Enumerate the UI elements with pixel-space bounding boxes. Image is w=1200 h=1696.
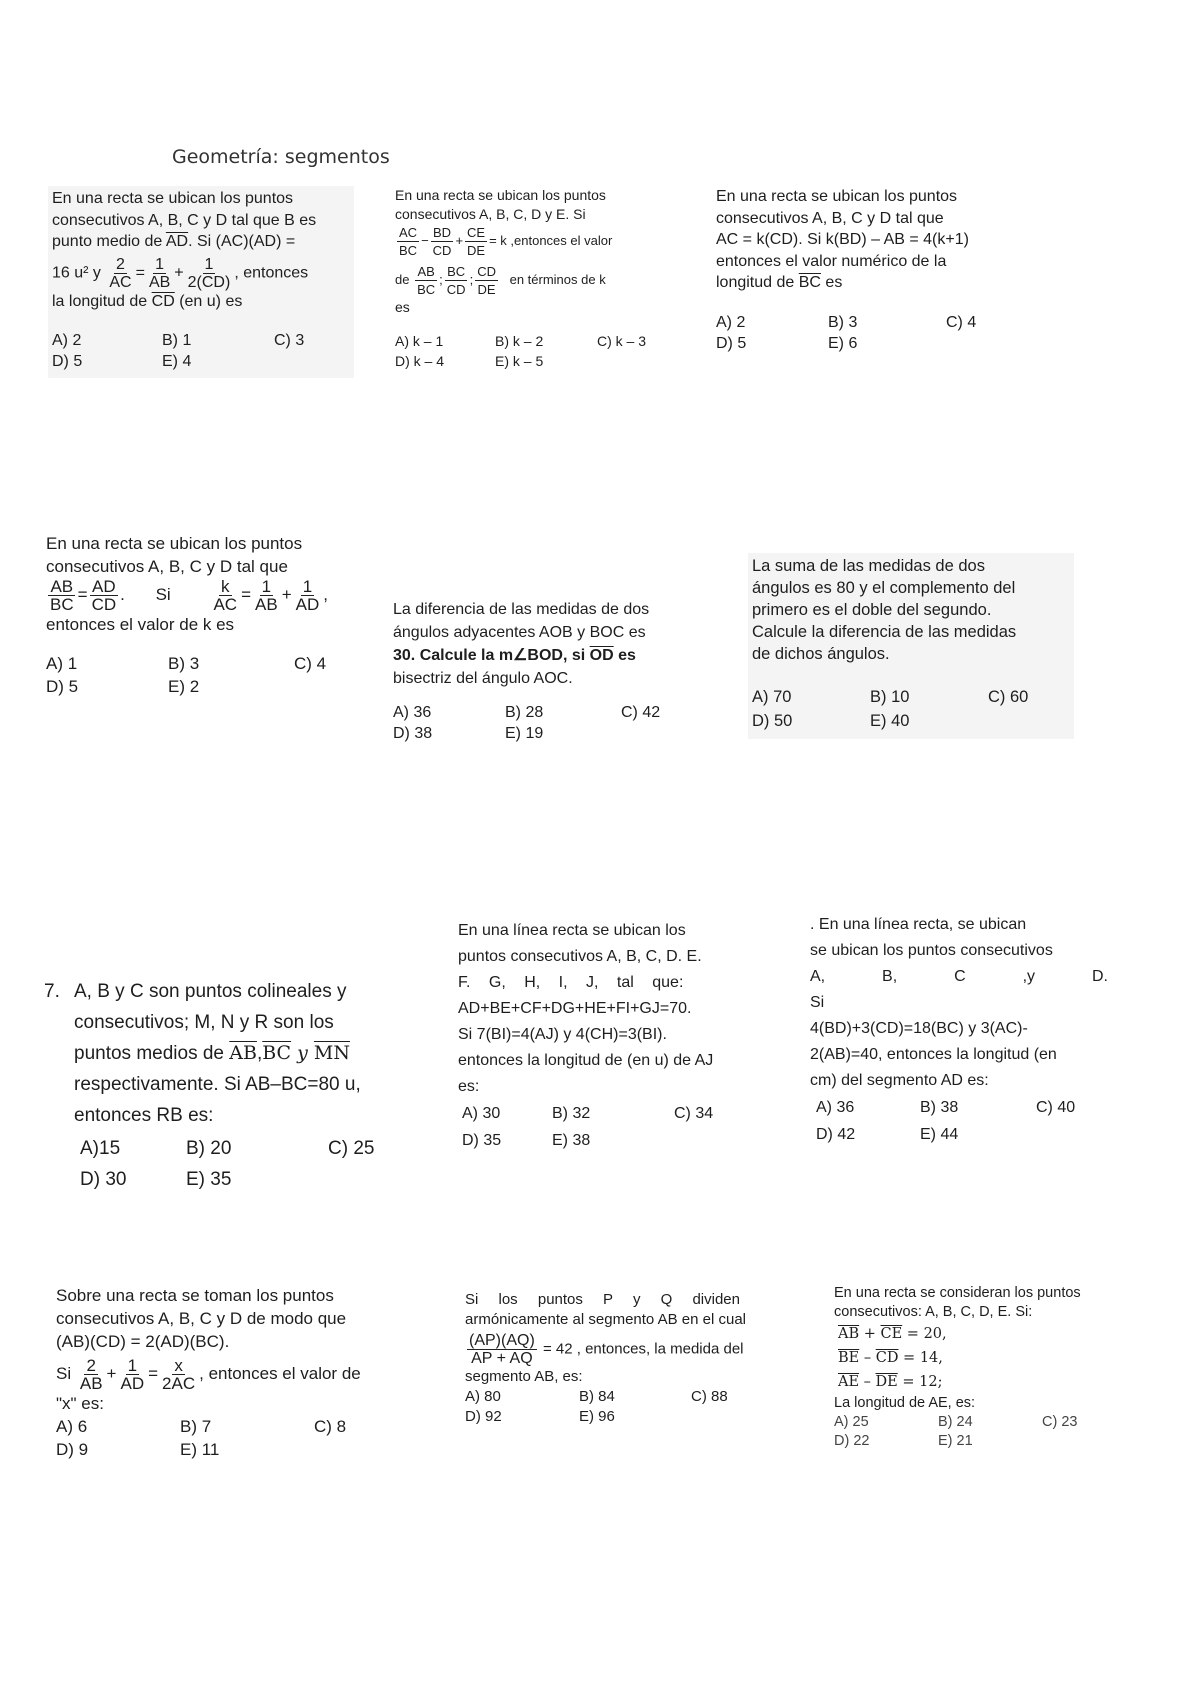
q9-options — [816, 1094, 1108, 1148]
q10-equation: Si $\frac{2}{AB}$ + $\frac{1}{AD}$ = $\frac{x}{2AC}$ , entonces el valor de — [56, 1356, 361, 1393]
question-2 — [395, 186, 663, 371]
q1-line: punto medio de $\overline{AD}$. Si (AC)(AD) = — [52, 233, 296, 250]
option[interactable]: E) 44 — [920, 1126, 959, 1143]
q8-line: En una línea recta se ubican los — [458, 922, 686, 939]
q12-line: En una recta se consideran los puntos — [834, 1285, 1081, 1301]
option[interactable]: B) 20 — [186, 1138, 232, 1159]
q12-equation: $\overline{AE} - \overline{DE} = 12$; — [838, 1374, 943, 1390]
q8-line: puntos consecutivos A, B, C, D. E. — [458, 948, 702, 965]
q3-options — [716, 312, 1018, 354]
option[interactable]: E) 19 — [505, 725, 544, 742]
option[interactable]: C) 34 — [674, 1105, 714, 1122]
q5-line: ángulos adyacentes AOB y BOC es — [393, 624, 646, 641]
q9-line: cm) del segmento AD es: — [810, 1072, 989, 1089]
option[interactable]: C) 42 — [621, 704, 661, 721]
q7-line: respectivamente. Si AB–BC=80 u, — [74, 1074, 361, 1095]
q11-line: segmento AB, es: — [465, 1368, 583, 1385]
option[interactable]: B) 1 — [162, 332, 192, 349]
option[interactable]: A) k – 1 — [395, 333, 444, 349]
q9-line: 2(AB)=40, entonces la longitud (en — [810, 1046, 1057, 1063]
q6-line: ángulos es 80 y el complemento del — [752, 579, 1016, 597]
option[interactable]: D) 50 — [752, 712, 793, 730]
q8-line: es: — [458, 1078, 480, 1095]
option[interactable]: D) 5 — [52, 353, 83, 370]
q2-line: consecutivos A, B, C, D y E. Si — [395, 206, 586, 222]
q10-options — [56, 1415, 434, 1461]
fraction: $\frac{AD}{CD}$ — [91, 577, 117, 614]
q12-options — [834, 1413, 1154, 1451]
q8-line: AD+BE+CF+DG+HE+FI+GJ=70. — [458, 1000, 692, 1017]
option[interactable]: C) 8 — [314, 1417, 347, 1436]
option[interactable]: B) 3 — [168, 654, 200, 673]
ray-od: $\overline{OD}$ — [589, 647, 614, 664]
q2-line: es — [395, 299, 410, 315]
option[interactable]: E) 40 — [870, 712, 910, 730]
option[interactable]: B) 7 — [180, 1417, 212, 1436]
segment-cd: $\overline{CD}$ — [151, 292, 175, 310]
option[interactable]: B) 24 — [938, 1414, 973, 1430]
q3-line: AC = k(CD). Si k(BD) – AB = 4(k+1) — [716, 231, 969, 248]
option[interactable]: E) 4 — [162, 353, 192, 370]
option[interactable]: A) 36 — [816, 1099, 855, 1116]
fraction: $\frac{2}{AC}$ — [109, 255, 132, 291]
option[interactable]: E) 2 — [168, 677, 200, 696]
question-6 — [748, 553, 1074, 739]
q3-line: consecutivos A, B, C y D tal que — [716, 209, 944, 227]
q12-equation: $\overline{AB} + \overline{CE} = 20$, — [838, 1326, 947, 1342]
fraction: $\frac{x}{2AC}$ — [162, 1356, 196, 1393]
q7-line: consecutivos; M, N y R son los — [74, 1012, 334, 1033]
option[interactable]: E) 35 — [186, 1169, 232, 1190]
fraction: $\frac{1}{2(CD)}$ — [187, 255, 231, 291]
option[interactable]: D) 42 — [816, 1126, 856, 1143]
option[interactable]: B) 84 — [579, 1388, 615, 1405]
page-title: Geometría: segmentos — [172, 146, 390, 168]
q10-line: "x" es: — [56, 1394, 104, 1413]
option[interactable]: E) 6 — [828, 334, 858, 352]
option[interactable]: C) k – 3 — [597, 333, 647, 349]
fraction: $\frac{k}{AC}$ — [213, 577, 238, 614]
q2-options — [395, 331, 663, 371]
option[interactable]: C) 4 — [294, 654, 327, 673]
option[interactable]: A)15 — [80, 1138, 121, 1159]
q7-line: puntos medios de $\overline{AB},\overline{BC}$ y $\overline{MN}$ — [74, 1042, 351, 1064]
question-11 — [465, 1290, 801, 1427]
segment-bc: $\overline{BC}$ — [798, 274, 821, 291]
option[interactable]: A) 6 — [56, 1417, 88, 1436]
q8-line: Si 7(BI)=4(AJ) y 4(CH)=3(BI). — [458, 1026, 667, 1043]
fraction: $\frac{CD}{DE}$ — [477, 264, 496, 297]
option[interactable]: D) 35 — [462, 1132, 502, 1149]
option[interactable]: A) 25 — [834, 1414, 869, 1430]
option[interactable]: C) 25 — [328, 1138, 375, 1159]
option[interactable]: A) 30 — [462, 1105, 501, 1122]
fraction: $\frac{(AP)(AQ)}{AP + AQ}$ — [469, 1332, 535, 1367]
fraction: $\frac{1}{AB}$ — [148, 255, 171, 291]
fraction: $\frac{1}{AD}$ — [120, 1356, 145, 1393]
option[interactable]: B) 3 — [828, 313, 858, 331]
q12-line: La longitud de AE, es: — [834, 1395, 976, 1411]
option[interactable]: A) 1 — [46, 654, 78, 673]
fraction: $\frac{2}{AB}$ — [79, 1356, 103, 1393]
option[interactable]: B) 38 — [920, 1099, 959, 1116]
option[interactable]: E) 38 — [552, 1132, 591, 1149]
segment-ad: $\overline{AD}$ — [165, 233, 189, 250]
q12-line: consecutivos: A, B, C, D, E. Si: — [834, 1304, 1033, 1320]
q3-line: longitud de $\overline{BC}$ es — [716, 274, 843, 291]
q5-line: bisectriz del ángulo AOC. — [393, 670, 573, 687]
option[interactable]: A) 36 — [393, 704, 432, 721]
option[interactable]: A) 80 — [465, 1388, 501, 1405]
fraction: $\frac{AC}{BC}$ — [399, 225, 418, 258]
q1-line: consecutivos A, B, C y D tal que B es — [52, 211, 317, 229]
q9-line: . En una línea recta, se ubican — [810, 916, 1027, 933]
option[interactable]: C) 88 — [691, 1388, 728, 1405]
option[interactable]: E) 11 — [180, 1440, 220, 1459]
option[interactable]: B) 32 — [552, 1105, 591, 1122]
q4-equation: $\frac{AB}{BC}$ = $\frac{AD}{CD}$ . Si $\frac{k}{AC}$ = $\frac{1}{AB}$ + $\frac{1}{AD}$ , — [50, 577, 328, 614]
option[interactable]: B) k – 2 — [495, 333, 544, 349]
q8-line: F. G, H, I, J, tal que: — [458, 974, 684, 991]
q2-line: En una recta se ubican los puntos — [395, 187, 606, 203]
question-7 — [44, 976, 420, 1195]
option[interactable]: D) 30 — [80, 1169, 127, 1190]
q6-line: Calcule la diferencia de las medidas — [752, 623, 1017, 641]
q12-equations — [838, 1322, 1154, 1394]
option[interactable]: D) 5 — [46, 677, 79, 696]
q7-line: A, B y C son puntos colineales y — [74, 981, 347, 1002]
q8-line: entonces la longitud de (en u) de AJ — [458, 1052, 714, 1069]
q5-line: La diferencia de las medidas de dos — [393, 601, 650, 618]
q10-line: consecutivos A, B, C y D de modo que — [56, 1309, 347, 1328]
q3-line: En una recta se ubican los puntos — [716, 188, 958, 205]
option[interactable]: B) 10 — [870, 688, 910, 706]
question-8 — [458, 918, 750, 1154]
q9-line: 4(BD)+3(CD)=18(BC) y 3(AC)- — [810, 1020, 1028, 1037]
fraction: $\frac{BC}{CD}$ — [446, 264, 466, 297]
question-5 — [393, 598, 698, 744]
option[interactable]: D) 5 — [716, 334, 747, 352]
option[interactable]: D) 38 — [393, 725, 433, 742]
option[interactable]: C) 3 — [274, 332, 305, 349]
fraction: $\frac{BD}{CD}$ — [432, 225, 452, 258]
q4-line: entonces el valor de k es — [46, 615, 235, 634]
q2-equation: $\frac{AC}{BC}$ − $\frac{BD}{CD}$ + $\frac{CE}{DE}$ = k ,entonces el valor — [399, 225, 613, 258]
q1-line: En una recta se ubican los puntos — [52, 190, 294, 207]
question-3 — [716, 186, 1018, 354]
q6-line: de dichos ángulos. — [752, 645, 890, 663]
q8-options — [462, 1100, 750, 1154]
option[interactable]: E) 96 — [579, 1408, 615, 1425]
question-12 — [834, 1284, 1154, 1451]
q6-line: La suma de las medidas de dos — [752, 557, 985, 575]
fraction: $\frac{1}{AB}$ — [255, 577, 278, 614]
q6-options — [752, 685, 1070, 733]
q9-line: se ubican los puntos consecutivos — [810, 942, 1053, 959]
option[interactable]: C) 23 — [1042, 1414, 1078, 1430]
q11-line: Si los puntos P y Q dividen — [465, 1291, 740, 1308]
q4-line: consecutivos A, B, C y D tal que — [46, 557, 288, 576]
q11-line: armónicamente al segmento AB en el cual — [465, 1311, 746, 1328]
option[interactable]: B) 28 — [505, 704, 544, 721]
question-4 — [46, 532, 376, 698]
option[interactable]: D) 9 — [56, 1440, 89, 1459]
fraction: $\frac{CE}{DE}$ — [467, 225, 486, 258]
q7-options — [80, 1133, 420, 1195]
fraction: $\frac{AB}{BC}$ — [417, 264, 436, 297]
q4-line: En una recta se ubican los puntos — [46, 534, 303, 553]
option[interactable]: C) 4 — [946, 313, 977, 331]
q10-line: (AB)(CD) = 2(AD)(BC). — [56, 1332, 230, 1351]
q6-line: primero es el doble del segundo. — [752, 601, 992, 619]
option[interactable]: A) 70 — [752, 688, 792, 706]
option[interactable]: A) 2 — [52, 332, 82, 349]
q1-options — [52, 330, 350, 372]
question-number: 7. — [44, 981, 60, 1002]
option[interactable]: D) 22 — [834, 1433, 870, 1449]
q11-options — [465, 1387, 801, 1427]
option[interactable]: C) 40 — [1036, 1099, 1076, 1116]
question-10 — [56, 1284, 434, 1461]
option[interactable]: D) 92 — [465, 1408, 502, 1425]
option[interactable]: D) k – 4 — [395, 353, 445, 369]
q1-equation: 16 u² y $\frac{2}{AC}$ = $\frac{1}{AB}$ + $\frac{1}{2(CD)}$ , entonces — [52, 255, 309, 291]
question-9 — [810, 912, 1108, 1148]
option[interactable]: C) 60 — [988, 688, 1029, 706]
q12-equation: $\overline{BE} - \overline{CD} = 14$, — [838, 1350, 943, 1366]
q9-line: A, B, C ,y D. Si — [810, 968, 1108, 1011]
q7-line: entonces RB es: — [74, 1105, 214, 1126]
q3-line: entonces el valor numérico de la — [716, 252, 947, 270]
q1-line: la longitud de $\overline{CD}$ (en u) es — [52, 292, 243, 310]
q11-equation: $\frac{(AP)(AQ)}{AP + AQ}$ = 42 , entonces, la medida del — [469, 1332, 744, 1367]
q4-options — [46, 652, 376, 698]
fraction: $\frac{1}{AD}$ — [295, 577, 320, 614]
q5-options — [393, 702, 698, 744]
q10-line: Sobre una recta se toman los puntos — [56, 1286, 334, 1305]
question-1 — [48, 186, 354, 378]
option[interactable]: A) 2 — [716, 313, 746, 331]
fraction: $\frac{AB}{BC}$ — [50, 577, 74, 614]
option[interactable]: E) k – 5 — [495, 353, 544, 369]
q2-equation: de $\frac{AB}{BC}$ ; $\frac{BC}{CD}$ ; $\frac{CD}{DE}$ en términos de k — [395, 264, 606, 297]
q5-line: 30. Calcule la m∠BOD, si $\overline{OD}$ es — [393, 647, 636, 664]
option[interactable]: E) 21 — [938, 1433, 973, 1449]
